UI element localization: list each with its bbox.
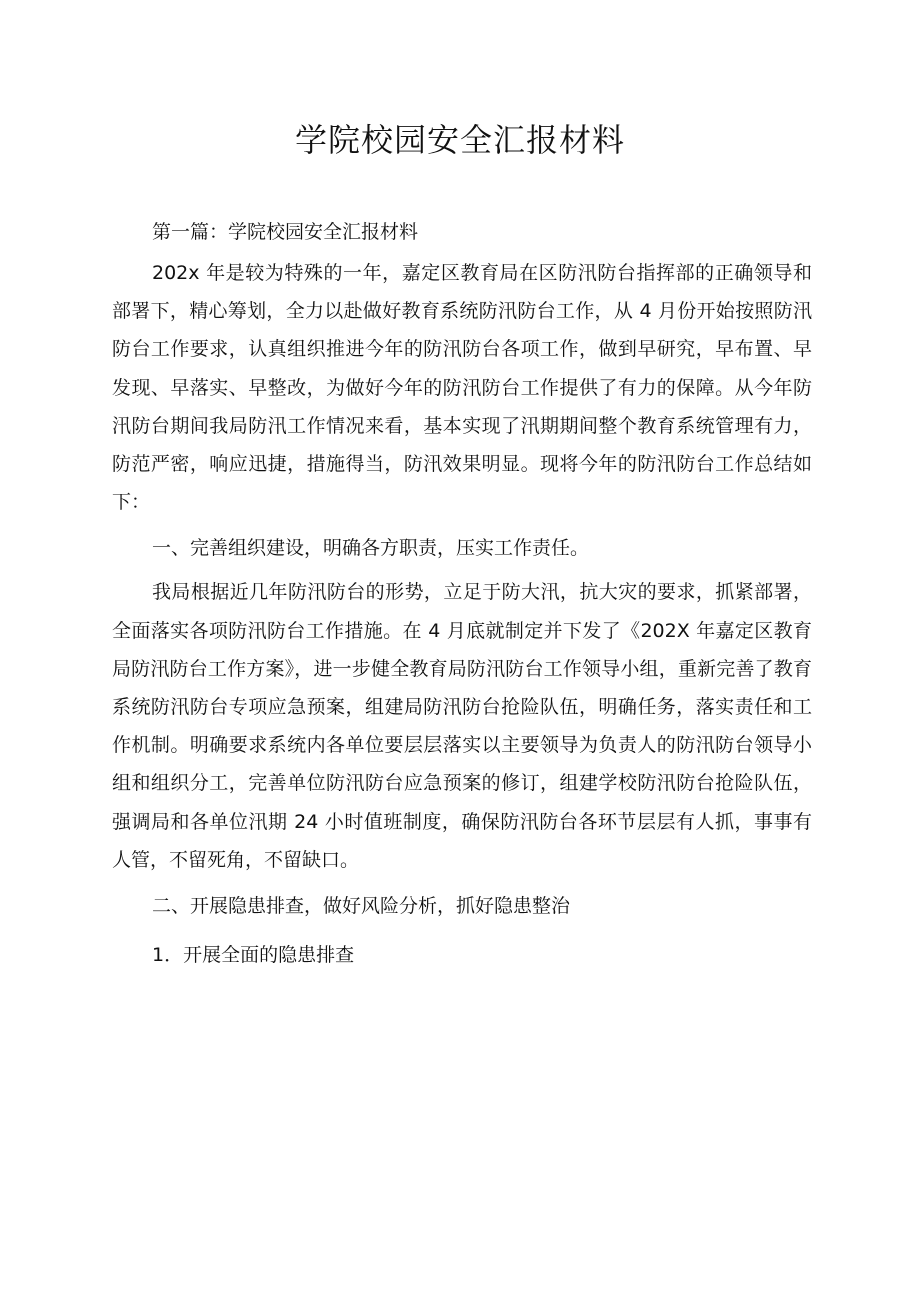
document-body: [112, 213, 812, 974]
section-heading: 第一篇：学院校园安全汇报材料: [152, 221, 419, 243]
intro-paragraph: 202x 年是较为特殊的一年，嘉定区教育局在区防汛防台指挥部的正确领导和部署下，精心筹划，全力以赴做好教育系统防汛防台工作，从 4 月份开始按照防汛防台工作要求，认真组织推进今年的防汛防台各项工作，做到早研究，早布置、早发现、早落实、早整改，为做好今年的防汛防台工作提供了有力的保障。从今年防汛防台期间我局防汛工作情况来看，基本实现了汛期期间整个教育系统管理有力，防范严密，响应迅捷，措施得当，防汛效果明显。现将今年的防汛防台工作总结如下：: [112, 262, 812, 514]
document-title: 学院校园安全汇报材料: [294, 121, 625, 159]
section-one-heading: 一、完善组织建设，明确各方职责，压实工作责任。: [152, 537, 590, 560]
subsection-heading: 1．开展全面的隐患排查: [152, 944, 355, 967]
section-one-paragraph: 我局根据近几年防汛防台的形势，立足于防大汛，抗大灾的要求，抓紧部署，全面落实各项防汛防台工作措施。在 4 月底就制定并下发了《202X 年嘉定区教育局防汛防台工作方案》，进一步健全教育局防汛防台工作领导小组，重新完善了教育系统防汛防台专项应急预案，组建局防汛防台抢险队伍，明确任务，落实责任和工作机制。明确要求系统内各单位要层层落实以主要领导为负责人的防汛防台领导小组和组织分工，完善单位防汛防台应急预案的修订，组建学校防汛防台抢险队伍，强调局和各单位汛期 24 小时值班制度，确保防汛防台各环节层层有人抓，事事有人管，不留死角，不留缺口。: [112, 581, 812, 871]
section-two-heading: 二、开展隐患排查，做好风险分析，抓好隐患整治: [152, 895, 571, 918]
